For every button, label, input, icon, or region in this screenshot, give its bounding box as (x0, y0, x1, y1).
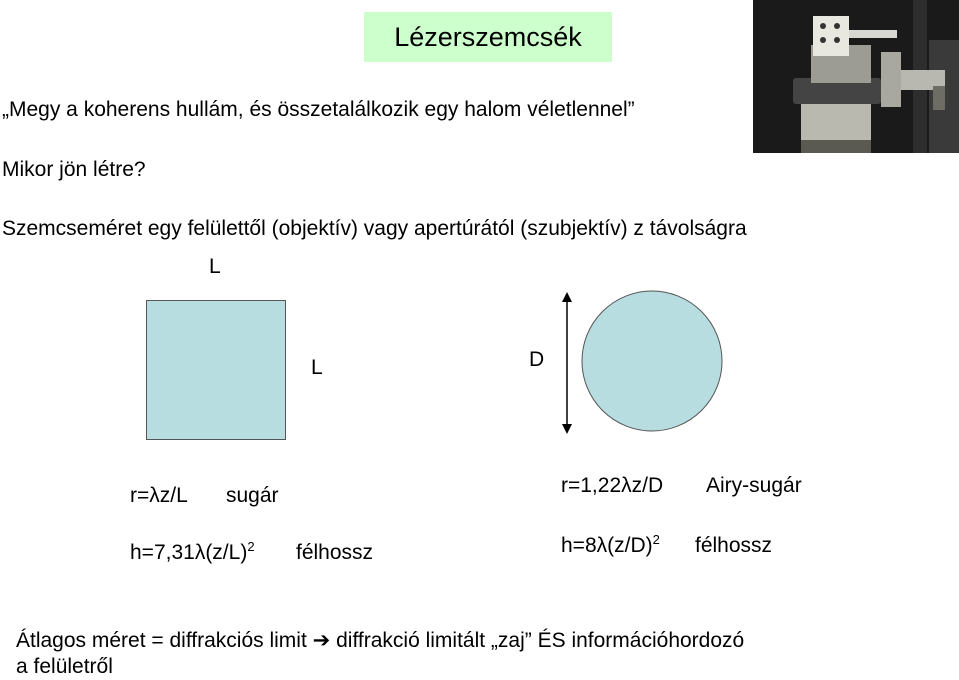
square-side-label: L (311, 356, 323, 379)
conclusion-part2: diffrakció limitált „zaj” ÉS információhordozó (336, 629, 745, 652)
square-halflength-base: h=7,31λ(z/L) (130, 541, 248, 564)
description-line: Szemcseméret egy felülettől (objektív) vagy apertúrától (szubjektív) z távolságra (2, 217, 747, 240)
quote-line: „Megy a koherens hullám, és összetalálkozik egy halom véletlennel” (2, 98, 635, 121)
square-top-label: L (209, 255, 221, 278)
square-radius-term: sugár (226, 484, 279, 507)
conclusion-line2: a felületről (16, 655, 113, 678)
circle-diagram (555, 288, 745, 438)
square-halflength-exponent: 2 (247, 539, 255, 554)
question-line: Mikor jön létre? (2, 158, 146, 181)
square-halflength-term: félhossz (296, 541, 374, 564)
apparatus-photo (753, 0, 959, 153)
arrow-icon: ➔ (312, 629, 331, 652)
circle-halflength-term: félhossz (695, 534, 773, 557)
conclusion-line (16, 628, 744, 653)
diameter-arrow-top (562, 292, 572, 302)
circle-halflength-formula (561, 534, 660, 558)
circle-diameter-label: D (529, 348, 545, 371)
square-radius-formula: r=λz/L (130, 484, 188, 507)
circle-radius-formula: r=1,22λz/D (561, 474, 664, 497)
circle-halflength-exponent: 2 (652, 532, 660, 547)
square-halflength-formula (130, 541, 255, 565)
conclusion-part1: Átlagos méret = diffrakciós limit (16, 629, 307, 652)
circle-radius-term: Airy-sugár (706, 474, 802, 497)
circular-aperture (582, 291, 722, 431)
circle-halflength-base: h=8λ(z/D) (561, 534, 653, 557)
slide-title: Lézerszemcsék (364, 12, 612, 62)
diameter-arrow-bottom (562, 424, 572, 434)
square-aperture (146, 300, 286, 440)
